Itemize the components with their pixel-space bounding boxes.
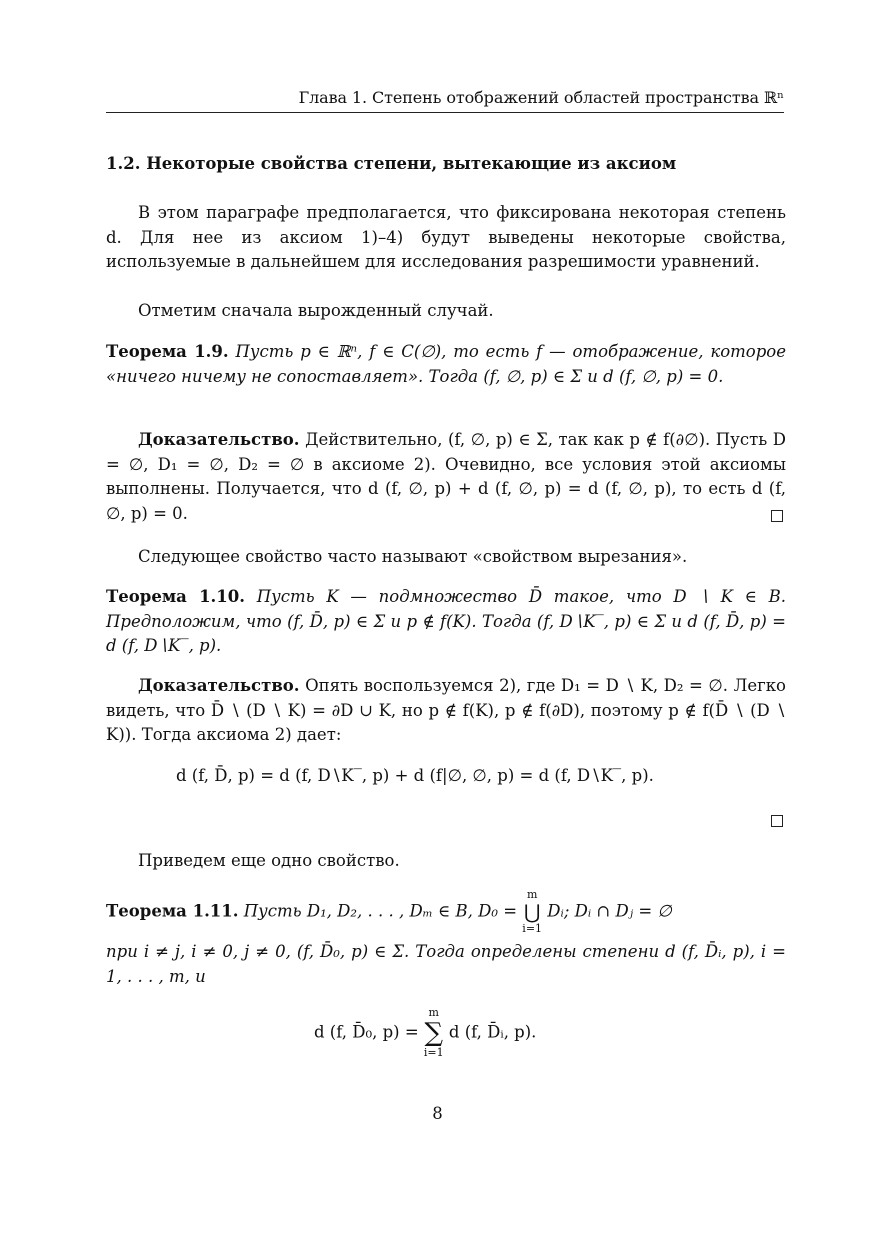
page-number: 8 bbox=[432, 1104, 443, 1123]
theorem-1-10 bbox=[106, 585, 786, 659]
proof-text: Опять воспользуемся 2), где D₁ = D ∖ K, D₂ = ∅. Легко видеть, что D̄ ∖ (D ∖ K) = ∂D ∪ K, но p ∉ f(K), p ∉ f(∂D), поэтому p ∉ f(D̄ ∖ (D ∖ K)). Тогда аксиома 2) дает: bbox=[106, 676, 786, 744]
union-symbol: ⋃ bbox=[523, 900, 541, 924]
union-operator bbox=[522, 888, 542, 936]
theorem-text: Пусть p ∈ ℝⁿ, f ∈ C(∅), то есть f — отображение, которое «ничего ничему не сопоставляет». Тогда (f, ∅, p) ∈ Σ и d (f, ∅, p) = 0. bbox=[106, 342, 786, 386]
theorem-1-9 bbox=[106, 340, 786, 389]
theorem-text: Пусть K — подмножество D̄ такое, что D ∖ K ∈ B. Предположим, что (f, D̄, p) ∈ Σ и p ∉ f(K). Тогда (f, D∖K‾, p) ∈ Σ и d (f, D̄, p) = d (f, D∖K‾, p). bbox=[106, 587, 787, 655]
proof-text: Действительно, (f, ∅, p) ∈ Σ, так как p ∉ f(∂∅). Пусть D = ∅, D₁ = ∅, D₂ = ∅ в аксиоме 2). Очевидно, все условия этой аксиомы выполнены. Получается, что d (f, ∅, p) + d (f, ∅, p) = d (f, ∅, p), то есть d (f, ∅, p) = 0. bbox=[106, 430, 786, 523]
union-lower-limit: i=1 bbox=[522, 922, 543, 935]
sum-upper-limit: m bbox=[428, 1006, 439, 1019]
proof-1-10 bbox=[106, 674, 786, 748]
intro-paragraph: В этом параграфе предполагается, что фиксирована некоторая степень d. Для нее из аксиом 1)–4) будут выведены некоторые свойства, используемые в дальнейшем для исследования разрешимости уравнений. bbox=[106, 203, 786, 271]
theorem-label: Теорема 1.11. bbox=[106, 901, 239, 921]
sum-symbol: ∑ bbox=[424, 1018, 444, 1048]
proof-label: Доказательство. bbox=[138, 676, 300, 695]
theorem-label: Теорема 1.9. bbox=[106, 342, 229, 361]
formula-left: d (f, D̄₀, p) = bbox=[314, 1022, 419, 1042]
union-upper-limit: m bbox=[526, 888, 538, 901]
theorem-1-11-rest: при i ≠ j, i ≠ 0, j ≠ 0, (f, D̄₀, p) ∈ Σ. Тогда определены степени d (f, D̄ᵢ, p), i = 1, . . . , m, и bbox=[106, 942, 786, 986]
proof-1-9 bbox=[106, 428, 786, 526]
qed-symbol bbox=[771, 510, 783, 522]
excision-formula: d (f, D̄, p) = d (f, D∖K‾, p) + d (f|∅, ∅, p) = d (f, D∖K‾, p). bbox=[176, 766, 654, 785]
another-property-paragraph: Приведем еще одно свойство. bbox=[138, 851, 400, 870]
sum-operator bbox=[424, 1006, 444, 1060]
running-header: Глава 1. Степень отображений областей пространства ℝⁿ bbox=[298, 88, 784, 107]
theorem-label: Теорема 1.10. bbox=[106, 587, 246, 606]
theorem-1-11-line1 bbox=[106, 888, 786, 936]
section-title: 1.2. Некоторые свойства степени, вытекающие из аксиом bbox=[106, 154, 677, 173]
theorem-text-end: Dᵢ; Dᵢ ∩ Dⱼ = ∅ bbox=[547, 901, 672, 921]
qed-symbol bbox=[771, 815, 783, 827]
degenerate-paragraph: Отметим сначала вырожденный случай. bbox=[138, 301, 494, 320]
formula-right: d (f, D̄ᵢ, p). bbox=[448, 1022, 537, 1042]
header-rule bbox=[106, 112, 784, 113]
proof-label: Доказательство. bbox=[138, 430, 300, 449]
additivity-formula bbox=[314, 1006, 536, 1060]
sum-lower-limit: i=1 bbox=[423, 1046, 444, 1059]
theorem-text: Пусть D₁, D₂, . . . , Dₘ ∈ B, D₀ = bbox=[243, 901, 518, 921]
excision-intro-paragraph: Следующее свойство часто называют «свойством вырезания». bbox=[138, 547, 688, 566]
